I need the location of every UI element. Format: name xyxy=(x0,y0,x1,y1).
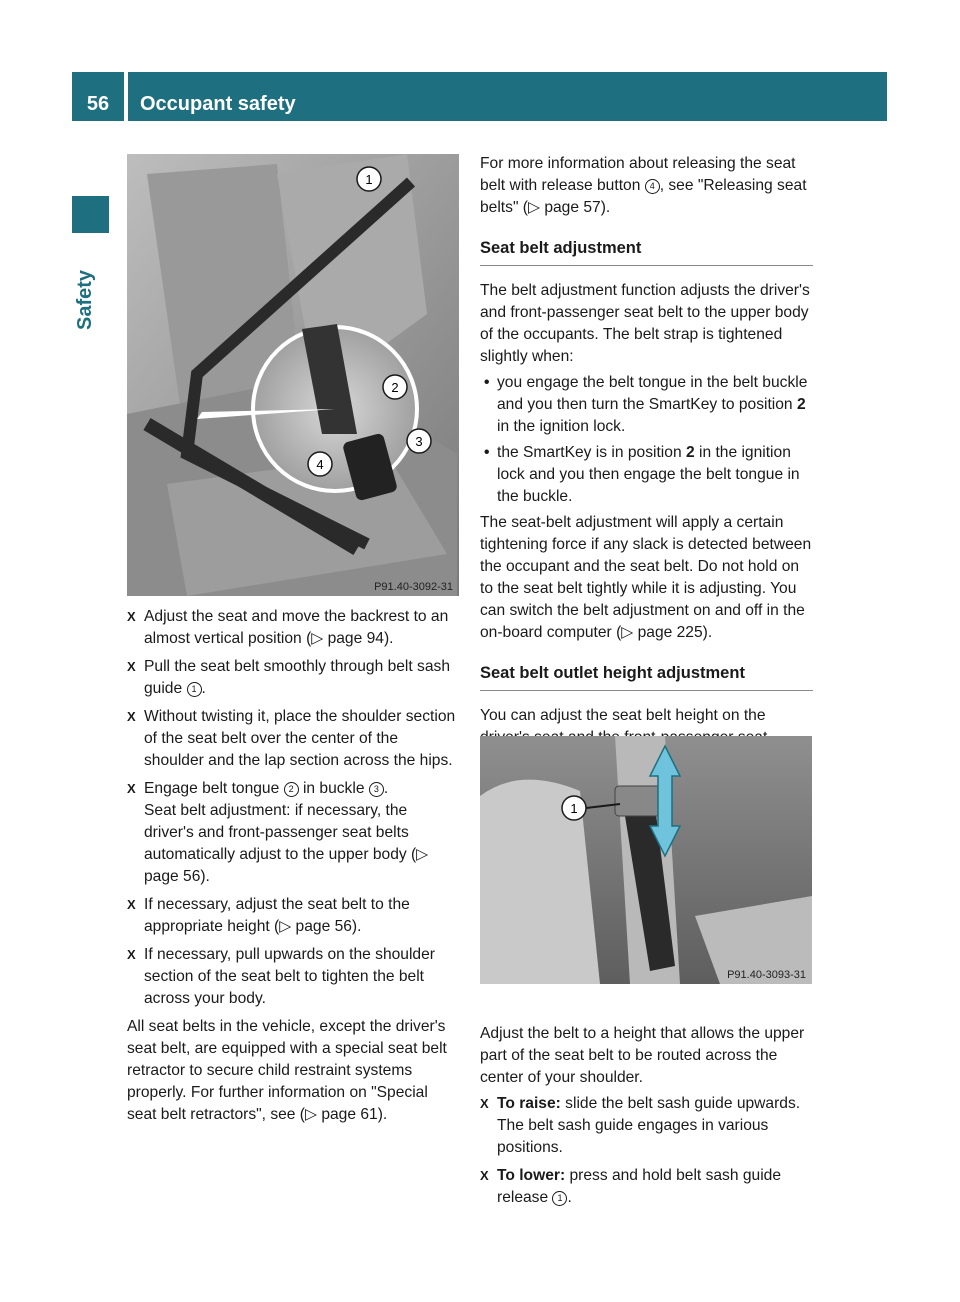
paragraph: Adjust the belt to a height that allows the upper part of the seat belt to be routed across the center of your shoulder. xyxy=(480,1025,805,1086)
callout-ref: 3 xyxy=(369,782,384,797)
figure-code: P91.40-3092-31 xyxy=(374,581,453,593)
bullet-item: • you engage the belt tongue in the belt buckle and you then turn the SmartKey to position 2 in the ignition lock. xyxy=(480,372,813,438)
bullet-item: • the SmartKey is in position 2 in the ignition lock and you then engage the belt tongue in the buckle. xyxy=(480,442,813,508)
section-heading: Seat belt outlet height adjustment xyxy=(480,662,813,691)
section-heading: Seat belt adjustment xyxy=(480,237,813,266)
callout-3: 3 xyxy=(415,434,423,449)
instruction-step: X Without twisting it, place the shoulder section of the seat belt over the center of the shoulder and the lap section across the hips. xyxy=(127,706,460,772)
callout-1: 1 xyxy=(365,172,373,187)
callout-ref: 1 xyxy=(187,682,202,697)
instruction-step: X To lower: press and hold belt sash guide release 1 . xyxy=(480,1165,813,1209)
paragraph: The seat-belt adjustment will apply a certain tightening force if any slack is detected between the occupant and the seat belt. Do not hold on to the seat belt tightly while it is adjusting. You can switch the belt adjustment on and off in the on-board computer (▷ page 225). xyxy=(480,514,812,641)
intro-paragraph: For more information about releasing the seat belt with release button 4 , see "Releasing seat belts" (▷ page 57). xyxy=(480,155,807,216)
instruction-step: X Adjust the seat and move the backrest to an almost vertical position (▷ page 94). xyxy=(127,606,460,650)
callout-1: 1 xyxy=(570,801,578,816)
right-column xyxy=(480,153,813,1215)
header-divider xyxy=(124,72,128,121)
seat-belt-illustration xyxy=(127,154,459,596)
page-number: 56 xyxy=(86,93,110,115)
callout-4: 4 xyxy=(316,457,324,472)
instruction-step: X If necessary, pull upwards on the shoulder section of the seat belt to tighten the belt across your body. xyxy=(127,944,460,1010)
figure-code: P91.40-3093-31 xyxy=(727,969,806,981)
page-title: Occupant safety xyxy=(140,93,296,115)
side-section-label: Safety xyxy=(74,269,96,330)
callout-ref: 2 xyxy=(284,782,299,797)
side-tab-marker xyxy=(72,196,109,233)
paragraph: All seat belts in the vehicle, except the driver's seat belt, are equipped with a special seat belt retractor to secure child restraint systems properly. For further information on "Special seat belt retractors", see (▷ page 61). xyxy=(127,1018,447,1123)
callout-ref: 4 xyxy=(645,179,660,194)
instruction-step: X To raise: slide the belt sash guide upwards. The belt sash guide engages in various positions. xyxy=(480,1093,813,1159)
callout-2: 2 xyxy=(391,380,399,395)
left-column xyxy=(127,606,460,1130)
instruction-step: X Pull the seat belt smoothly through belt sash guide 1 . xyxy=(127,656,460,700)
instruction-step: X Engage belt tongue 2 in buckle 3 . Seat belt adjustment: if necessary, the driver's and front-passenger seat belts automatically adjust to the upper body (▷ page 56). xyxy=(127,778,460,888)
paragraph: You can adjust the seat belt height on the xyxy=(480,707,766,724)
instruction-step: X If necessary, adjust the seat belt to the appropriate height (▷ page 56). xyxy=(127,894,460,938)
paragraph: The belt adjustment function adjusts the driver's and front-passenger seat belt to the upper body of the occupants. The belt strap is tightened slightly when: xyxy=(480,282,810,365)
belt-height-illustration xyxy=(480,736,812,984)
callout-ref: 1 xyxy=(552,1191,567,1206)
step-detail: Seat belt adjustment: if necessary, the driver's and front-passenger seat belts automatically adjust to the upper body (▷ page 56). xyxy=(144,802,429,885)
